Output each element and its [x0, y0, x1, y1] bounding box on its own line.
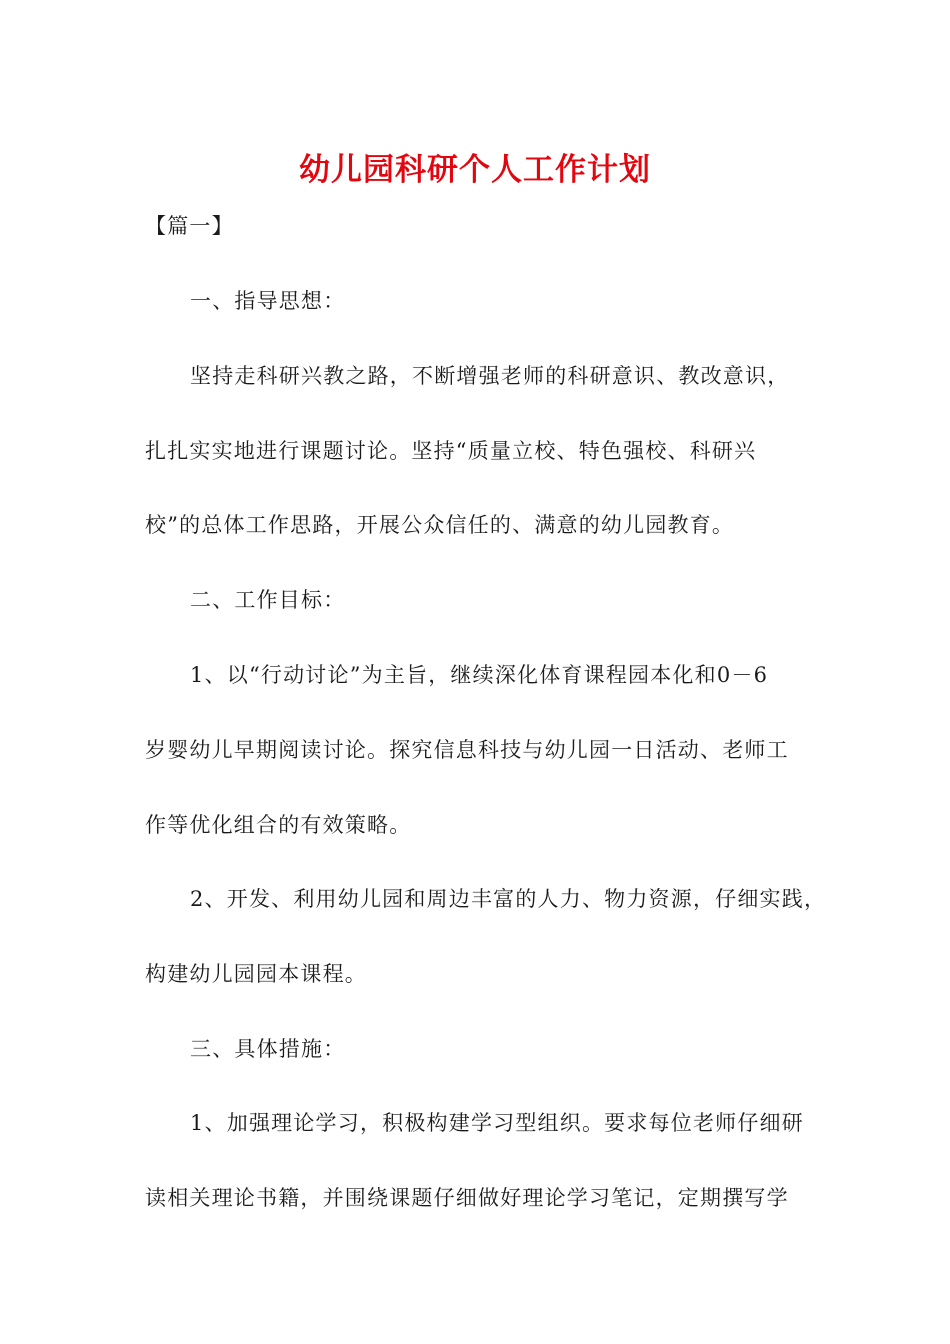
- paragraph-line: 读相关理论书籍，并围绕课题仔细做好理论学习笔记，定期撰写学: [145, 1186, 789, 1210]
- paragraph-line: 扎扎实实地进行课题讨论。坚持“质量立校、特色强校、科研兴: [145, 439, 757, 463]
- heading-specific-measures: 三、具体措施：: [190, 1037, 346, 1061]
- document-title: 幼儿园科研个人工作计划: [299, 152, 651, 188]
- paragraph-line: 1、加强理论学习，积极构建学习型组织。要求每位老师仔细研: [190, 1111, 804, 1135]
- paragraph-line: 构建幼儿园园本课程。: [145, 962, 367, 986]
- paragraph-line: 作等优化组合的有效策略。: [145, 813, 412, 837]
- paragraph-line: 2、开发、利用幼儿园和周边丰富的人力、物力资源，仔细实践，: [190, 887, 827, 911]
- section-label: 【篇一】: [145, 214, 234, 238]
- paragraph-line: 1、以“行动讨论”为主旨，继续深化体育课程园本化和0－6: [190, 663, 769, 687]
- paragraph-line: 坚持走科研兴教之路，不断增强老师的科研意识、教改意识，: [190, 364, 790, 388]
- heading-guiding-thought: 一、指导思想：: [190, 289, 346, 313]
- heading-work-goals: 二、工作目标：: [190, 588, 346, 612]
- paragraph-line: 岁婴幼儿早期阅读讨论。探究信息科技与幼儿园一日活动、老师工: [145, 738, 789, 762]
- paragraph-line: 校”的总体工作思路，开展公众信任的、满意的幼儿园教育。: [145, 513, 735, 537]
